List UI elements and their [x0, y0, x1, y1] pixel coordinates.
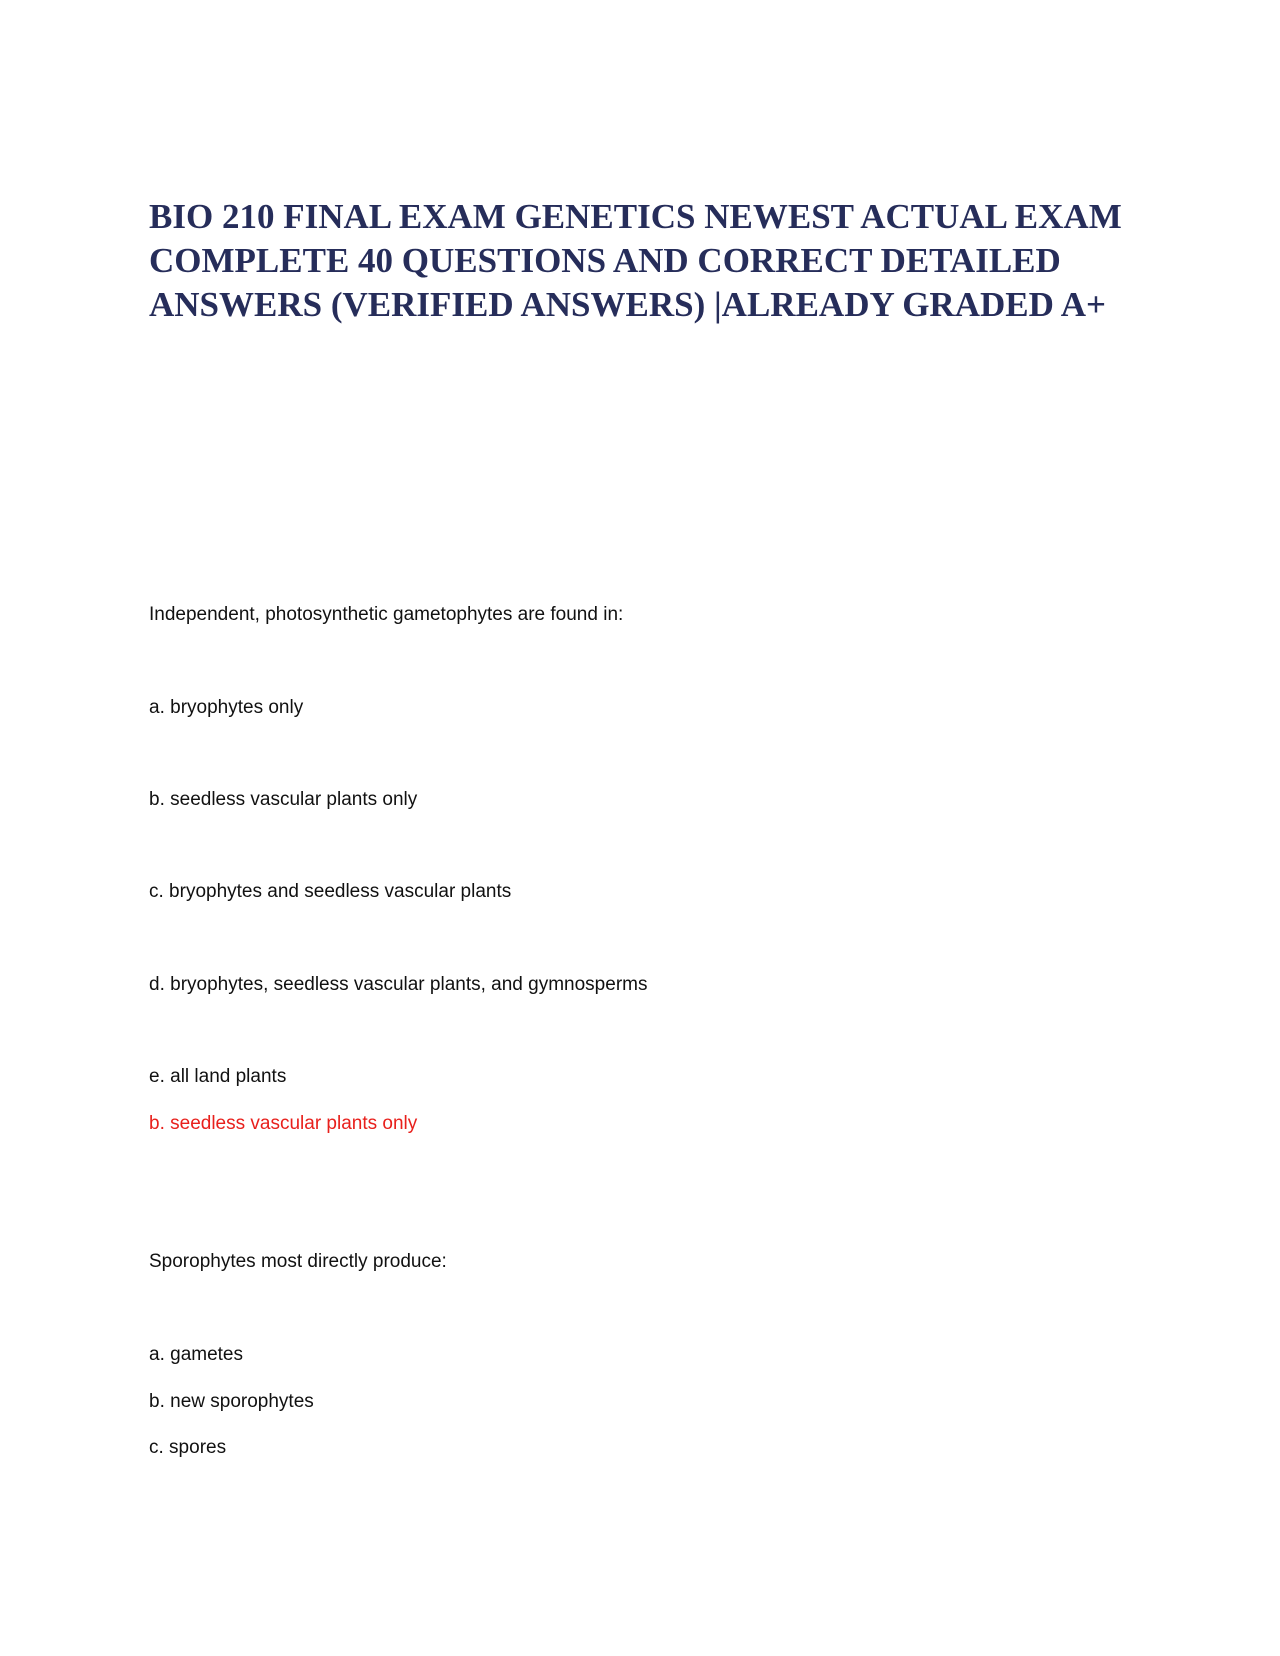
question-1-option-d: d. bryophytes, seedless vascular plants, and gymnosperms [149, 974, 648, 995]
question-2-prompt: Sporophytes most directly produce: [149, 1251, 447, 1272]
question-1-answer: b. seedless vascular plants only [149, 1113, 418, 1134]
question-1-option-e: e. all land plants [149, 1066, 287, 1087]
question-1-prompt: Independent, photosynthetic gametophytes are found in: [149, 604, 624, 625]
question-2-option-c: c. spores [149, 1437, 227, 1458]
question-1-option-b: b. seedless vascular plants only [149, 789, 418, 810]
question-2-option-b: b. new sporophytes [149, 1391, 314, 1412]
question-1-option-a: a. bryophytes only [149, 697, 304, 718]
question-2-option-a: a. gametes [149, 1344, 243, 1365]
document-title: BIO 210 FINAL EXAM GENETICS NEWEST ACTUAL EXAM COMPLETE 40 QUESTIONS AND CORRECT DETAILED ANSWERS (VERIFIED ANSWERS) |ALREADY GRADED A+ [149, 197, 1122, 324]
question-1-option-c: c. bryophytes and seedless vascular plants [149, 881, 512, 902]
